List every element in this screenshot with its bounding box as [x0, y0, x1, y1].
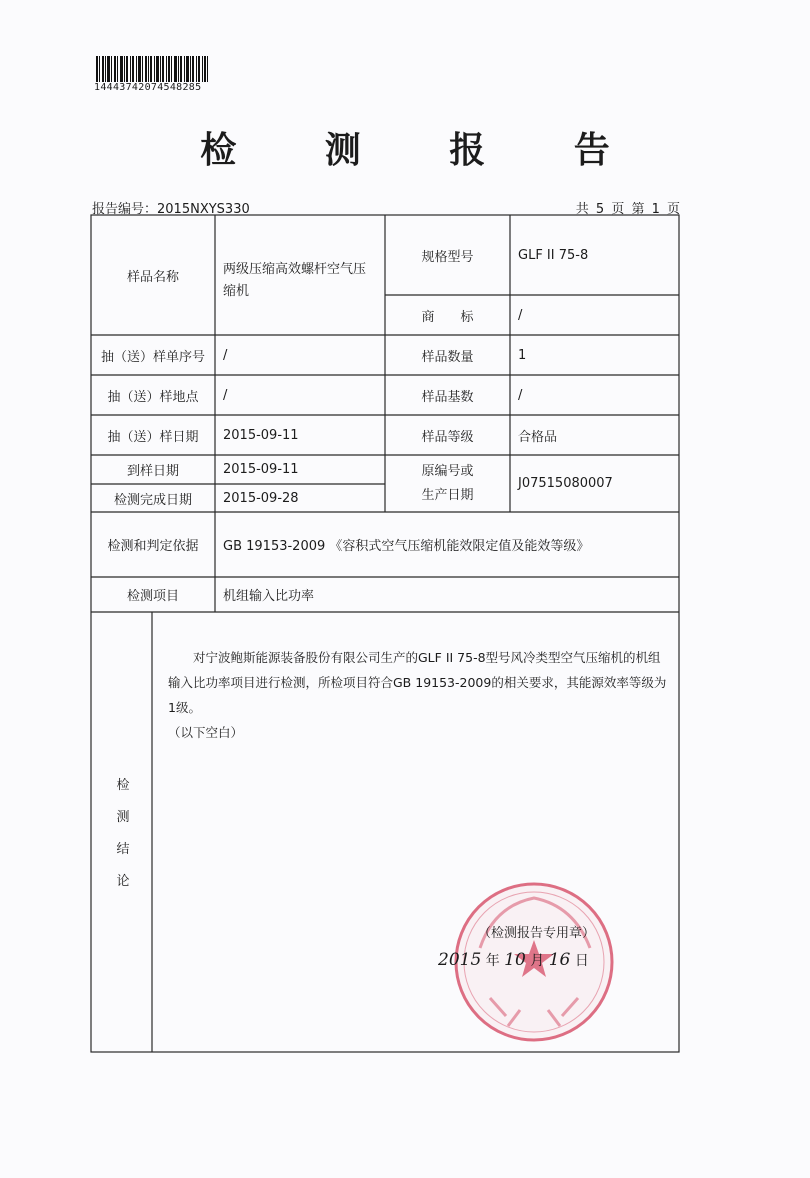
- sample-base-value: /: [518, 387, 523, 403]
- sample-grade-label: 样品等级: [421, 429, 474, 445]
- arrival-date-label: 到样日期: [126, 464, 179, 479]
- serial-label: [385, 455, 510, 512]
- basis-label: 检测和判定依据: [107, 539, 199, 554]
- completion-date-value: 2015-09-28: [223, 490, 299, 506]
- conclusion-label-char: 结: [116, 842, 130, 857]
- report-date: [438, 950, 589, 970]
- conclusion-paragraph: 对宁波鲍斯能源装备股份有限公司生产的GLF II 75-8型号风冷类型空气压缩机的机组输入比功率项目进行检测，所检项目符合GB 19153-2009的相关要求，其能源效率等级为1级。: [168, 650, 667, 715]
- trademark-label: 商 标: [421, 309, 474, 325]
- sample-base-label: 样品基数: [421, 389, 474, 405]
- conclusion-blank-note: （以下空白）: [168, 725, 244, 740]
- sampling-place-label: 抽（送）样地点: [107, 389, 199, 405]
- trademark-value: /: [518, 307, 523, 323]
- conclusion-label-char: 测: [116, 810, 130, 825]
- report-number-value: 2015NXYS330: [157, 202, 250, 217]
- model-label: 规格型号: [421, 249, 474, 265]
- page-title: 检 测 报 告: [200, 129, 648, 171]
- date-day-unit: 日: [574, 953, 589, 969]
- item-label: 检测项目: [126, 589, 179, 604]
- serial-value: J07515080007: [518, 476, 613, 491]
- date-month: 10: [504, 950, 526, 970]
- item-value: 机组输入比功率: [223, 589, 315, 604]
- barcode-number: 14443742074548285: [94, 82, 202, 93]
- page-info: 共 5 页 第 1 页: [575, 202, 680, 217]
- conclusion-label: [112, 770, 134, 898]
- completion-date-label: 检测完成日期: [113, 492, 192, 508]
- conclusion-label-char: 检: [116, 778, 130, 793]
- model-value: GLF II 75-8: [518, 247, 589, 263]
- serial-label-line2: 生产日期: [421, 487, 474, 503]
- report-number-label: 报告编号：: [92, 202, 158, 217]
- basis-value: GB 19153-2009 《容积式空气压缩机能效限定值及能效等级》: [223, 539, 590, 554]
- arrival-date-value: 2015-09-11: [223, 462, 299, 477]
- sample-qty-label: 样品数量: [421, 349, 474, 365]
- sampling-date-value: 2015-09-11: [223, 427, 299, 443]
- sampling-place-value: /: [223, 387, 228, 403]
- sample-name-value: 两级压缩高效螺杆空气压缩机: [223, 262, 367, 299]
- sampling-no-label: 抽（送）样单序号: [100, 349, 205, 365]
- seal-caption: （检测报告专用章）: [478, 926, 596, 941]
- sample-name-label: 样品名称: [126, 269, 179, 285]
- date-month-unit: 月: [530, 953, 545, 969]
- sample-qty-value: 1: [518, 347, 527, 363]
- date-year-unit: 年: [485, 953, 500, 969]
- sample-grade-value: 合格品: [518, 429, 558, 445]
- serial-label-line1: 原编号或: [421, 463, 474, 479]
- conclusion-label-char: 论: [116, 874, 130, 889]
- sampling-date-label: 抽（送）样日期: [107, 429, 199, 445]
- sampling-no-value: /: [223, 347, 228, 363]
- conclusion-body: [168, 645, 668, 745]
- date-day: 16: [548, 950, 571, 970]
- date-year: 2015: [438, 950, 482, 970]
